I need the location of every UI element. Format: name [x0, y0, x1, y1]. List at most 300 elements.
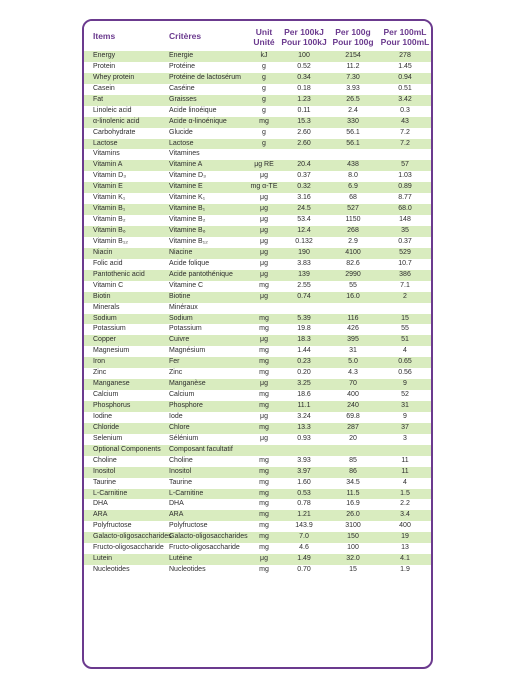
cell-unit: g — [262, 84, 266, 92]
cell-unit: mg — [259, 347, 269, 355]
cell-item-en: Vitamin D₃ — [93, 172, 127, 180]
cell-per-100kj: 100 — [298, 52, 310, 59]
cell-item-fr: Acide pantothénique — [169, 270, 233, 278]
table-row — [84, 73, 431, 84]
cell-unit: mg — [259, 566, 269, 574]
cell-per-100g: 16.0 — [346, 292, 360, 300]
cell-unit: mg — [259, 533, 269, 541]
cell-per-100g: 100 — [347, 544, 359, 552]
cell-unit: μg — [260, 227, 268, 234]
cell-per-100g: 70 — [349, 380, 357, 388]
cell-per-100kj: 4.6 — [299, 544, 309, 552]
cell-item-en: Vitamin C — [93, 281, 124, 289]
cell-per-100g: 26.5 — [346, 95, 360, 103]
cell-item-en: Nucleotides — [93, 566, 130, 574]
cell-item-en: Magnesium — [93, 347, 130, 355]
cell-per-100ml: 148 — [399, 216, 411, 224]
cell-item-en: Whey protein — [93, 73, 135, 81]
table-row — [84, 478, 431, 489]
table-row — [84, 379, 431, 390]
cell-per-100g: 2990 — [345, 270, 361, 278]
cell-per-100ml: 1.45 — [398, 62, 412, 70]
cell-per-100kj: 0.78 — [297, 500, 311, 508]
cell-per-100ml: 4 — [403, 347, 407, 355]
cell-unit: mg — [259, 500, 269, 508]
cell-item-en: Inositol — [93, 467, 116, 475]
cell-item-fr: Chlore — [169, 423, 190, 431]
cell-unit: μg — [260, 434, 268, 442]
table-row — [84, 160, 431, 171]
cell-per-100g: 438 — [347, 161, 359, 169]
cell-per-100g: 16.9 — [346, 500, 360, 508]
cell-per-100kj: 18.6 — [297, 391, 311, 399]
cell-item-en: Casein — [93, 84, 115, 92]
cell-per-100g: 56.1 — [346, 128, 360, 136]
table-row — [84, 445, 431, 456]
cell-per-100ml: 31 — [401, 402, 409, 409]
cell-unit: mg — [259, 544, 269, 552]
cell-item-en: ARA — [93, 511, 108, 519]
cell-item-en: Copper — [93, 336, 116, 344]
cell-per-100ml: 7.2 — [400, 139, 410, 147]
cell-item-fr: Manganèse — [169, 380, 206, 388]
cell-item-en: Lutein — [93, 555, 113, 563]
cell-item-en: Vitamin B₂ — [93, 216, 126, 224]
cell-item-en: Protein — [93, 62, 116, 70]
cell-per-100ml: 3.4 — [400, 511, 410, 519]
cell-item-fr: Acide α-linoénique — [169, 117, 227, 125]
cell-unit: g — [262, 73, 266, 81]
cell-per-100ml: 1.9 — [400, 566, 410, 574]
table-row — [84, 303, 431, 314]
cell-per-100g: 240 — [347, 402, 359, 409]
table-row — [84, 128, 431, 139]
cell-item-fr: Vitamine B₆ — [169, 227, 206, 234]
table-row — [84, 489, 431, 500]
table-row — [84, 423, 431, 434]
table-row — [84, 215, 431, 226]
cell-per-100g: 11.5 — [346, 489, 360, 497]
cell-per-100ml: 51 — [401, 336, 409, 344]
table-row — [84, 292, 431, 303]
cell-item-en: Phosphorus — [93, 402, 131, 409]
cell-item-fr: Taurine — [169, 478, 192, 486]
cell-item-en: Calcium — [93, 391, 119, 399]
cell-unit: g — [262, 128, 266, 136]
cell-per-100g: 82.6 — [346, 259, 360, 267]
cell-item-fr: Zinc — [169, 369, 183, 377]
cell-per-100kj: 139 — [298, 270, 310, 278]
cell-unit: kJ — [260, 52, 268, 59]
cell-unit: μg — [260, 555, 268, 563]
cell-per-100g: 69.8 — [346, 412, 360, 420]
cell-per-100kj: 0.11 — [297, 106, 311, 114]
cell-item-fr: Lutéine — [169, 555, 192, 563]
cell-per-100g: 86 — [349, 467, 357, 475]
cell-unit: mg — [259, 325, 269, 333]
cell-item-fr: Graisses — [169, 95, 197, 103]
cell-per-100ml: 0.89 — [398, 183, 412, 191]
cell-per-100kj: 0.23 — [297, 358, 311, 366]
header-items: Items — [93, 31, 116, 41]
cell-item-fr: Sélénium — [169, 434, 199, 442]
cell-per-100kj: 11.1 — [297, 402, 311, 409]
cell-per-100kj: 15.3 — [297, 117, 311, 125]
cell-item-fr: Vitamine C — [169, 281, 204, 289]
cell-per-100ml: 1.5 — [400, 489, 410, 497]
table-row — [84, 412, 431, 423]
table-row — [84, 521, 431, 532]
cell-unit: mg — [259, 467, 269, 475]
table-row — [84, 193, 431, 204]
cell-item-fr: Vitamine E — [169, 183, 203, 191]
cell-per-100g: 4.3 — [348, 369, 358, 377]
cell-per-100kj: 19.8 — [297, 325, 311, 333]
cell-item-fr: Acide folique — [169, 259, 210, 267]
cell-per-100kj: 24.5 — [297, 205, 311, 213]
table-row — [84, 281, 431, 292]
cell-unit: μg — [260, 292, 268, 300]
cell-unit: mg — [259, 281, 269, 289]
cell-item-fr: Vitamine B₁₂ — [169, 237, 208, 245]
cell-per-100g: 32.0 — [346, 555, 360, 563]
cell-per-100ml: 278 — [399, 52, 411, 59]
cell-per-100kj: 3.25 — [297, 380, 311, 388]
cell-unit: μg — [260, 270, 268, 278]
cell-item-fr: Vitamine B₁ — [169, 205, 206, 213]
cell-per-100g: 26.0 — [346, 511, 360, 519]
cell-per-100g: 4100 — [345, 248, 361, 256]
cell-item-en: Carbohydrate — [93, 128, 136, 136]
cell-per-100g: 3.93 — [346, 84, 360, 92]
cell-per-100kj: 53.4 — [297, 216, 311, 224]
cell-item-en: Fat — [93, 95, 104, 103]
table-row — [84, 149, 431, 160]
cell-unit: mg — [259, 358, 269, 366]
cell-item-fr: Lactose — [169, 139, 194, 147]
cell-item-fr: Protéine — [169, 62, 196, 70]
cell-item-en: Optional Components — [93, 445, 161, 453]
cell-item-fr: Vitamine B₂ — [169, 216, 206, 224]
cell-item-fr: Fer — [169, 358, 180, 366]
cell-item-fr: Acide linoéique — [169, 106, 217, 114]
cell-item-en: Linoleic acid — [93, 106, 132, 114]
table-row — [84, 434, 431, 445]
cell-item-en: Chloride — [93, 423, 120, 431]
cell-item-en: Iodine — [93, 412, 113, 420]
cell-item-en: Lactose — [93, 139, 118, 147]
cell-per-100g: 15 — [349, 566, 357, 574]
cell-per-100g: 68 — [349, 194, 357, 202]
cell-item-en: Folic acid — [93, 259, 123, 267]
cell-per-100ml: 7.2 — [400, 128, 410, 136]
cell-item-fr: ARA — [169, 511, 184, 519]
cell-item-en: Energy — [93, 52, 116, 59]
cell-per-100ml: 52 — [401, 391, 409, 399]
table-row — [84, 314, 431, 325]
cell-unit: g — [262, 139, 266, 147]
cell-per-100g: 55 — [349, 281, 357, 289]
table-row — [84, 182, 431, 193]
cell-unit: mg — [259, 478, 269, 486]
cell-per-100ml: 386 — [399, 270, 411, 278]
cell-item-en: Biotin — [93, 292, 111, 300]
cell-item-en: Vitamin A — [93, 161, 123, 169]
cell-item-fr: L-Carnitine — [169, 489, 204, 497]
table-row — [84, 139, 431, 150]
cell-item-fr: Sodium — [169, 314, 193, 322]
header-criteres: Critères — [169, 31, 202, 41]
cell-item-fr: DHA — [169, 500, 184, 508]
cell-unit: g — [262, 95, 266, 103]
cell-per-100ml: 529 — [399, 248, 411, 256]
cell-per-100kj: 1.23 — [297, 95, 311, 103]
cell-unit: mg — [259, 391, 269, 399]
cell-per-100ml: 37 — [401, 423, 409, 431]
table-row — [84, 346, 431, 357]
cell-per-100ml: 3 — [403, 434, 407, 442]
cell-unit: mg — [259, 423, 269, 431]
table-header — [84, 21, 431, 51]
cell-unit: μg — [260, 237, 268, 245]
cell-per-100kj: 0.74 — [297, 292, 311, 300]
cell-item-en: Vitamin E — [93, 183, 123, 191]
cell-unit: g — [262, 62, 266, 70]
cell-item-fr: Protéine de lactosérum — [169, 73, 241, 81]
cell-per-100g: 8.0 — [348, 172, 358, 180]
cell-item-en: Vitamins — [93, 150, 120, 158]
table-row — [84, 499, 431, 510]
cell-per-100kj: 0.52 — [297, 62, 311, 70]
cell-per-100ml: 0.65 — [398, 358, 412, 366]
cell-per-100ml: 55 — [401, 325, 409, 333]
cell-per-100kj: 2.60 — [297, 128, 311, 136]
cell-per-100kj: 0.53 — [297, 489, 311, 497]
cell-item-en: Taurine — [93, 478, 116, 486]
cell-per-100ml: 0.51 — [398, 84, 412, 92]
cell-per-100ml: 11 — [401, 467, 409, 475]
cell-per-100g: 426 — [347, 325, 359, 333]
cell-per-100g: 3100 — [345, 522, 361, 530]
cell-per-100kj: 1.60 — [297, 478, 311, 486]
cell-per-100ml: 4 — [403, 478, 407, 486]
cell-item-fr: Iode — [169, 412, 183, 420]
cell-item-fr: Polyfructose — [169, 522, 208, 530]
table-row — [84, 204, 431, 215]
cell-per-100ml: 3.42 — [398, 95, 412, 103]
cell-per-100kj: 143.9 — [295, 522, 313, 530]
cell-item-en: Manganese — [93, 380, 130, 388]
cell-per-100kj: 0.132 — [295, 237, 313, 245]
cell-item-en: Selenium — [93, 434, 123, 442]
cell-item-fr: Galacto-oligosaccharides — [169, 533, 248, 541]
cell-item-en: Choline — [93, 456, 117, 464]
cell-item-fr: Biotine — [169, 292, 191, 300]
cell-per-100ml: 400 — [399, 522, 411, 530]
cell-item-en: Vitamin B₁ — [93, 205, 126, 213]
cell-item-en: Zinc — [93, 369, 107, 377]
cell-per-100kj: 2.55 — [297, 281, 311, 289]
cell-per-100kj: 2.60 — [297, 139, 311, 147]
cell-unit: mg — [259, 117, 269, 125]
cell-item-fr: Potassium — [169, 325, 202, 333]
table-row — [84, 171, 431, 182]
cell-per-100ml: 0.37 — [398, 237, 412, 245]
cell-per-100ml: 0.3 — [400, 106, 410, 114]
cell-unit: mg — [259, 369, 269, 377]
cell-unit: g — [262, 106, 266, 114]
table-row — [84, 368, 431, 379]
cell-per-100g: 11.2 — [346, 62, 360, 70]
header-unit: Unit Unité — [253, 27, 275, 47]
table-row — [84, 237, 431, 248]
cell-item-en: Vitamin K₁ — [93, 194, 126, 202]
cell-per-100kj: 18.3 — [297, 336, 311, 344]
cell-unit: mg — [259, 456, 269, 464]
cell-unit: mg — [259, 489, 269, 497]
cell-item-en: Vitamin B₁₂ — [93, 237, 128, 245]
cell-per-100kj: 190 — [298, 248, 310, 256]
cell-unit: mg — [259, 522, 269, 530]
cell-item-fr: Vitamine K₁ — [169, 194, 206, 202]
cell-per-100kj: 13.3 — [297, 423, 311, 431]
cell-per-100g: 7.30 — [346, 73, 360, 81]
cell-unit: μg — [260, 194, 268, 202]
cell-unit: μg — [260, 216, 268, 224]
cell-item-en: DHA — [93, 500, 108, 508]
cell-item-fr: Inositol — [169, 467, 192, 475]
cell-per-100g: 268 — [347, 227, 359, 234]
cell-unit: mg — [259, 314, 269, 322]
table-row — [84, 95, 431, 106]
cell-unit: μg — [260, 380, 268, 388]
cell-item-en: Pantothenic acid — [93, 270, 145, 278]
cell-per-100kj: 5.39 — [297, 314, 311, 322]
cell-per-100ml: 1.03 — [398, 172, 412, 180]
cell-per-100g: 2154 — [345, 52, 361, 59]
cell-item-en: Polyfructose — [93, 522, 132, 530]
cell-per-100kj: 3.83 — [297, 259, 311, 267]
cell-item-fr: Cuivre — [169, 336, 190, 344]
cell-item-fr: Magnésium — [169, 347, 206, 355]
cell-per-100g: 34.5 — [346, 478, 360, 486]
cell-per-100ml: 9 — [403, 412, 407, 420]
table-row — [84, 324, 431, 335]
cell-item-fr: Calcium — [169, 391, 195, 399]
cell-per-100ml: 43 — [401, 117, 409, 125]
cell-item-fr: Vitamine A — [169, 161, 203, 169]
cell-per-100g: 116 — [347, 314, 359, 322]
cell-per-100ml: 35 — [401, 227, 409, 234]
cell-per-100ml: 4.1 — [400, 555, 410, 563]
cell-per-100ml: 13 — [401, 544, 409, 552]
cell-per-100g: 2.9 — [348, 237, 358, 245]
cell-item-fr: Niacine — [169, 248, 193, 256]
cell-per-100kj: 0.93 — [297, 434, 311, 442]
cell-per-100kj: 0.32 — [297, 183, 311, 191]
cell-item-fr: Glucide — [169, 128, 193, 136]
cell-per-100kj: 12.4 — [297, 227, 311, 234]
table-row — [84, 532, 431, 543]
cell-per-100g: 6.9 — [348, 183, 358, 191]
table-row — [84, 117, 431, 128]
cell-per-100ml: 10.7 — [398, 259, 412, 267]
cell-per-100kj: 0.34 — [297, 73, 311, 81]
cell-per-100g: 330 — [347, 117, 359, 125]
cell-per-100g: 150 — [347, 533, 359, 541]
header-per-100kj: Per 100kJ Pour 100kJ — [281, 27, 327, 47]
cell-item-fr: Minéraux — [169, 303, 198, 311]
header-per-100g: Per 100g Pour 100g — [332, 27, 374, 47]
cell-per-100kj: 0.18 — [297, 84, 311, 92]
cell-per-100kj: 0.37 — [297, 172, 311, 180]
cell-unit: μg — [260, 172, 268, 180]
cell-item-en: Niacin — [93, 248, 113, 256]
cell-item-en: Sodium — [93, 314, 117, 322]
table-row — [84, 510, 431, 521]
cell-unit: μg — [260, 259, 268, 267]
cell-per-100g: 527 — [347, 205, 359, 213]
cell-per-100ml: 57 — [401, 161, 409, 169]
cell-item-en: Iron — [93, 358, 106, 366]
table-row — [84, 390, 431, 401]
cell-per-100g: 2.4 — [348, 106, 358, 114]
table-row — [84, 270, 431, 281]
cell-item-en: Fructo-oligosaccharide — [93, 544, 164, 552]
cell-item-fr: Choline — [169, 456, 193, 464]
table-row — [84, 226, 431, 237]
cell-unit: μg — [260, 412, 268, 420]
cell-item-en: Minerals — [93, 303, 120, 311]
cell-per-100kj: 3.16 — [297, 194, 311, 202]
cell-per-100kj: 1.21 — [297, 511, 311, 519]
cell-per-100ml: 15 — [401, 314, 409, 322]
cell-per-100g: 400 — [347, 391, 359, 399]
table-row — [84, 335, 431, 346]
table-row — [84, 543, 431, 554]
cell-item-en: Galacto-oligosaccharides — [93, 533, 172, 541]
cell-per-100g: 20 — [349, 434, 357, 442]
table-row — [84, 401, 431, 412]
cell-per-100ml: 2 — [403, 292, 407, 300]
cell-unit: μg — [260, 336, 268, 344]
table-row — [84, 259, 431, 270]
cell-item-en: Vitamin B₆ — [93, 227, 126, 234]
table-row — [84, 106, 431, 117]
cell-per-100ml: 11 — [401, 456, 409, 464]
cell-unit: μg — [260, 205, 268, 213]
cell-per-100kj: 3.24 — [297, 412, 311, 420]
cell-unit: mg — [259, 511, 269, 519]
cell-per-100kj: 0.70 — [297, 566, 311, 574]
table-row — [84, 456, 431, 467]
cell-per-100g: 5.0 — [348, 358, 358, 366]
cell-per-100ml: 9 — [403, 380, 407, 388]
cell-item-en: α-linolenic acid — [93, 117, 140, 125]
cell-per-100g: 31 — [349, 347, 357, 355]
table-row — [84, 248, 431, 259]
cell-item-en: Potassium — [93, 325, 126, 333]
cell-per-100ml: 0.94 — [398, 73, 412, 81]
cell-item-fr: Energie — [169, 52, 194, 59]
cell-per-100kj: 1.49 — [297, 555, 311, 563]
cell-item-fr: Nucleotides — [169, 566, 206, 574]
cell-unit: μg RE — [254, 161, 274, 169]
cell-per-100ml: 8.77 — [398, 194, 412, 202]
cell-item-en: L-Carnitine — [93, 489, 128, 497]
cell-item-fr: Caséine — [169, 84, 195, 92]
cell-per-100kj: 20.4 — [297, 161, 311, 169]
